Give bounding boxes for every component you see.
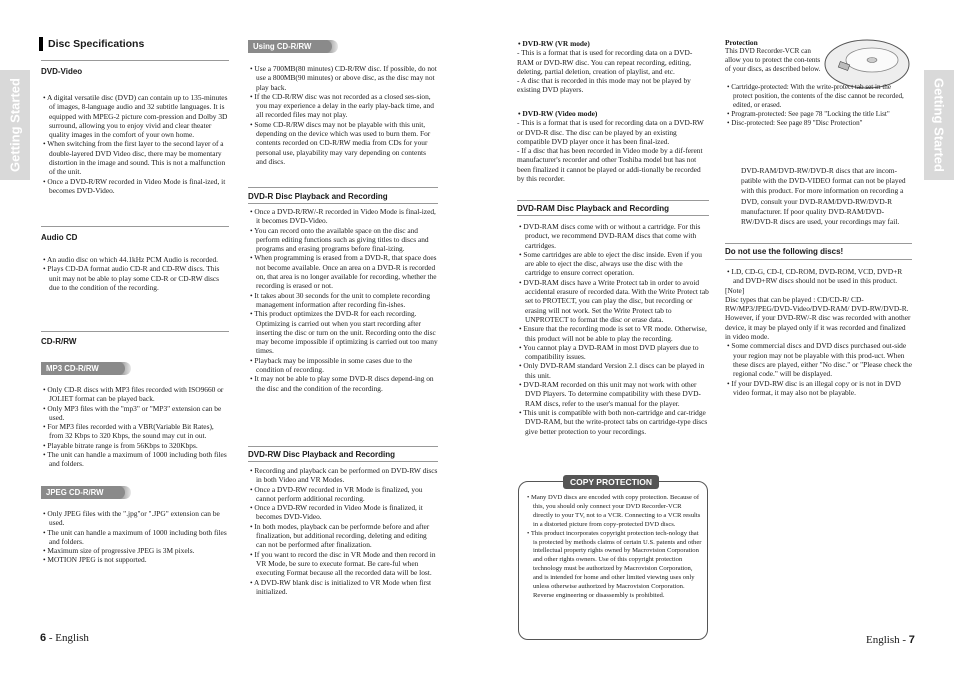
list-item: • Ensure that the recording mode is set to VR mode. Otherwise, this product will not be able to play the recording.	[519, 324, 707, 343]
list-item: • If the CD-R/RW disc was not recorded as a closed ses-sion, you may experience a delay in the early play-back time, and all recorded files may not play.	[250, 91, 434, 120]
list-item: • This product incorporates copyright protection tech-nology that is protected by methods claims of certain U.S. patents and other intellectual property rights owned by Macrovision Corporation and other rights owners. Use of this copyright protection technology must be authorized by Macrovision Corporation, and is intended for home and other limited viewing uses only unless otherwise authorized by Macrovision Corporation. Reverse engineering or disassembly is prohibited.	[527, 529, 702, 599]
divider	[517, 215, 709, 216]
using-cdrw-list	[248, 64, 438, 166]
list-item: • In both modes, playback can be performde before and after finalization, but additional recording, deleting and editing can not be performed after finalization.	[250, 521, 430, 550]
list-item: • Once a DVD-RW recorded in VR Mode is finalized, you cannot perform additional recording.	[250, 484, 423, 503]
dvd-video-list	[41, 93, 229, 195]
vr-mode-line: - A disc that is recorded in this mode may not be played by existing DVD players.	[517, 76, 691, 95]
dvdrw-heading: DVD-RW Disc Playback and Recording	[248, 450, 395, 459]
copy-protection-list	[525, 494, 703, 601]
page-number-right	[866, 634, 915, 646]
list-item: • MOTION JPEG is not supported.	[43, 555, 147, 565]
divider	[41, 331, 229, 332]
list-item: • Only CD-R discs with MP3 files recorded with ISO9660 or JOLIET format can be played back.	[43, 385, 224, 404]
vr-mode-line: - This is a format that is used for recording data on a DVD-RAM or DVD-RW disc. You can repeat recording, editing, deleting, partial deletion, creation of playlist, and etc.	[517, 48, 693, 76]
section-title: Disc Specifications	[48, 38, 145, 50]
jpeg-list	[41, 509, 229, 565]
side-tab-right-label: Getting Started	[931, 78, 947, 172]
list-item: • Only MP3 files with the "mp3" or "MP3" extension can be used.	[43, 403, 222, 422]
divider	[725, 243, 912, 244]
list-item: • You can record onto the available space on the disc and perform editing functions such as giving titles to discs and programs and erasing programs before final-izing.	[250, 225, 429, 254]
section-marker	[39, 37, 43, 51]
list-item: • Use a 700MB(80 minutes) CD-R/RW disc. If possible, do not use a 800MB(90 minutes) or above disc, as the disc may not play back.	[250, 64, 437, 92]
list-item: • Once a DVD-R/RW recorded in Video Mode is final-ized, it becomes DVD-Video.	[43, 176, 226, 195]
list-item: • Once a DVD-R/RW/-R recorded in Video Mode is final-ized, it becomes DVD-Video.	[250, 207, 436, 226]
side-tab-left	[0, 70, 30, 180]
cd-rrw-heading: CD-R/RW	[41, 337, 77, 346]
list-item: • This product optimizes the DVD-R for each recording. Optimizing is carried out when you start recording after inserting the disc or turn on the unit. Recording onto the disc may become impossible if optimizing is carried out too many times.	[250, 309, 438, 356]
list-item: • A digital versatile disc (DVD) can contain up to 135-minutes of images, 8-language audio and 32 subtitle languages. It is equipped with MPEG-2 picture com-pression and Dolby 3D surround, allowing you to enjoy vivid and clear theater quality images in the comfort of your own home.	[43, 93, 228, 140]
dvd-video-heading: DVD-Video	[41, 67, 83, 76]
list-item: • DVD-RAM discs come with or without a cartridge. For this product, we recommend DVD-RAM discs that come with cartridges.	[519, 222, 701, 250]
dvdram-list	[517, 222, 709, 436]
list-item: • An audio disc on which 44.1kHz PCM Audio is recorded.	[43, 255, 219, 264]
list-item: • You cannot play a DVD-RAM in most DVD players due to compatibility issues.	[519, 342, 699, 362]
side-tab-right	[924, 70, 954, 180]
list-item: • A DVD-RW blank disc is initialized to VR Mode when first initialized.	[250, 577, 432, 596]
mp3-pill: MP3 CD-R/RW	[41, 362, 125, 375]
copy-protection-box	[518, 477, 708, 640]
using-cdrw-pill: Using CD-R/RW	[248, 40, 332, 53]
mp3-list	[41, 385, 229, 469]
divider	[41, 226, 229, 227]
list-item: • Once a DVD-RW recorded in Video Mode is finalized, it becomes DVD-Video.	[250, 503, 423, 522]
video-mode-block	[517, 109, 709, 183]
list-item: • Recording and playback can be performed on DVD-RW discs in both Video and VR Modes.	[250, 466, 438, 485]
protection-note: DVD-RAM/DVD-RW/DVD-R discs that are incom-patible with the DVD-VIDEO format can not be played with this product. For more information on recording a DVD, consult your DVD-RAM/DVD-RW/DVD-R manufacturer. If poor quality DVD-RAM/DVD-RW/DVD-R discs are used, your recordings may fail.	[741, 166, 906, 227]
protection-list	[725, 83, 910, 128]
list-item: • When programming is erased from a DVD-R, that space does not become available. Once an area on a DVD-R is recorded on, that area is no longer available for recording, whether the recording is erased or not.	[250, 253, 437, 291]
protection-intro: This DVD Recorder-VCR can allow you to protect the con-tents of your discs, as described below.	[725, 47, 821, 74]
list-item: • If you want to record the disc in VR Mode and then record in VR Mode, be sure to execute format. Be care-ful when executing Format because all the recorded data will be lost.	[250, 549, 436, 578]
list-item: • DVD-RAM recorded on this unit may not work with other DVD Players. To determine compatibility with these DVD-RAM discs, refer to the user's manual for the player.	[519, 380, 701, 408]
do-not-use-heading: Do not use the following discs!	[725, 247, 844, 256]
page-label: - English	[48, 632, 89, 644]
list-item: • Some commercial discs and DVD discs purchased out-side your region may not be playable with this prod-uct. When these discs are played, either "No disc." or "Please check the regional code." will be displayed.	[727, 341, 912, 379]
audio-cd-list	[41, 255, 229, 292]
disc-types-text: Disc types that can be played : CD/CD-R/ CD-RW/MP3/JPEG/DVD-Video/DVD-RAM/ DVD-RW/DVD-R. However, if your DVD-RW/-R disc was recorded with another device, it may be played only if it was recorded and finalized in video mode.	[725, 294, 911, 342]
list-item: • Playback may be impossible in some cases due to the condition of recording.	[250, 355, 413, 375]
dvdr-heading: DVD-R Disc Playback and Recording	[248, 192, 388, 201]
dvdram-heading: DVD-RAM Disc Playback and Recording	[517, 204, 670, 213]
list-item: • Maximum size of progressive JPEG is 3M pixels.	[43, 546, 195, 556]
vr-mode-heading: • DVD-RW (VR mode)	[518, 39, 590, 48]
copy-protection-title: COPY PROTECTION	[563, 475, 659, 489]
note-label: [Note]	[725, 285, 745, 295]
list-item: • Only JPEG files with the ".jpg"or ".JPG" extension can be used.	[43, 509, 220, 528]
list-item: • Some CD-R/RW discs may not be playable with this unit, depending on the device which was used to burn them. For contents recorded on CD-R/RW media from CDs for your personal use, playability may vary depending on contents and discs.	[250, 119, 431, 166]
divider	[248, 461, 438, 462]
video-mode-line: - This is a format that is used for recording data on a DVD-RW or DVD-R disc. The disc can be played by an existing compatible DVD player once it has been final-ized.	[517, 118, 704, 146]
list-item: • Some cartridges are able to eject the disc inside. Even if you are able to eject the disc, always use the disc with the cartridge to ensure correct operation.	[519, 249, 702, 278]
list-item: • Plays CD-DA format audio CD-R and CD-RW discs. This unit may not be able to play some CD-R or CD-RW discs due to the condition of the recording.	[43, 264, 220, 292]
divider	[248, 187, 438, 188]
page-number: 6	[40, 632, 47, 644]
vr-mode-block	[517, 39, 709, 95]
audio-cd-heading: Audio CD	[41, 233, 78, 242]
list-item: • It may not be able to play some DVD-R discs depend-ing on the disc and the condition of the recording.	[250, 374, 434, 393]
list-item: • Program-protected: See page 78 "Locking the title List"	[727, 110, 890, 118]
list-item: • For MP3 files recorded with a VBR(Variable Bit Rates), from 32 Kbps to 320 Kbps, the sound may cut in out.	[43, 422, 214, 441]
do-not-use-block	[725, 267, 912, 397]
divider	[248, 203, 438, 204]
video-mode-heading: • DVD-RW (Video mode)	[518, 109, 598, 118]
page-number-left	[40, 632, 89, 644]
page-number: 7	[908, 634, 915, 646]
jpeg-pill: JPEG CD-R/RW	[41, 486, 125, 499]
divider	[517, 200, 709, 201]
list-item: • Many DVD discs are encoded with copy protection. Because of this, you should only connect your DVD Recorder-VCR directly to your TV, not to a VCR. Connecting to a VCR results in a distorted picture from copy-protected DVD discs.	[527, 494, 701, 528]
list-item: • The unit can handle a maximum of 1000 including both files and folders.	[43, 450, 227, 469]
dvdr-list	[248, 207, 438, 393]
divider	[725, 259, 912, 260]
divider	[41, 60, 229, 61]
list-item: • This unit is compatible with both non-cartridge and car-tridge DVD-RAM, but the write-protect tabs on cartridge-type discs give better protection to your recordings.	[519, 407, 708, 436]
list-item: • Disc-protected: See page 89 "Disc Protection"	[727, 119, 863, 127]
list-item: • LD, CD-G, CD-I, CD-ROM, DVD-ROM, VCD, DVD+R and DVD+RW discs should not be used in this product.	[727, 267, 903, 286]
protection-heading: Protection	[725, 38, 758, 47]
list-item: • DVD-RAM discs have a Write Protect tab in order to avoid accidental erasure of recorded data. With the Write Protect tab set to PROTECT, you can play the disc, but recording or erasing will not work. Set the Write Protect tab to UNPROTECT to format the disc or erase data.	[519, 277, 709, 324]
list-item: • It takes about 30 seconds for the unit to complete recording management information after recording fin-ishes.	[250, 290, 431, 309]
list-item: • If your DVD-RW disc is an illegal copy or is not in DVD video format, it may also not be playable.	[727, 378, 901, 397]
list-item: • Playable bitrate range is from 56Kbps to 320Kbps.	[43, 440, 198, 450]
divider	[248, 446, 438, 447]
list-item: • When switching from the first layer to the second layer of a double-layered DVD Video disc, there may be momentary distortion in the image and sound. This is not a malfunction of the unit.	[43, 139, 226, 177]
protection-block	[725, 38, 825, 74]
list-item: • Cartridge-protected: With the write-protect tab set in the protect position, the contents of the disc cannot be recorded, edited, or erased.	[727, 83, 904, 109]
list-item: • The unit can handle a maximum of 1000 including both files and folders.	[43, 527, 227, 546]
dvdrw-list	[248, 466, 438, 596]
video-mode-line: - If a disc that has been recorded in Video mode by a dif-ferent manufacturer's recorder and other Toshiba model but has not been finalized it cannot be played or addi-tionally be recorded by this recorder.	[517, 146, 703, 184]
side-tab-left-label: Getting Started	[7, 78, 23, 172]
list-item: • Only DVD-RAM standard Version 2.1 discs can be played in this unit.	[519, 361, 705, 380]
page-label: English -	[866, 634, 907, 646]
